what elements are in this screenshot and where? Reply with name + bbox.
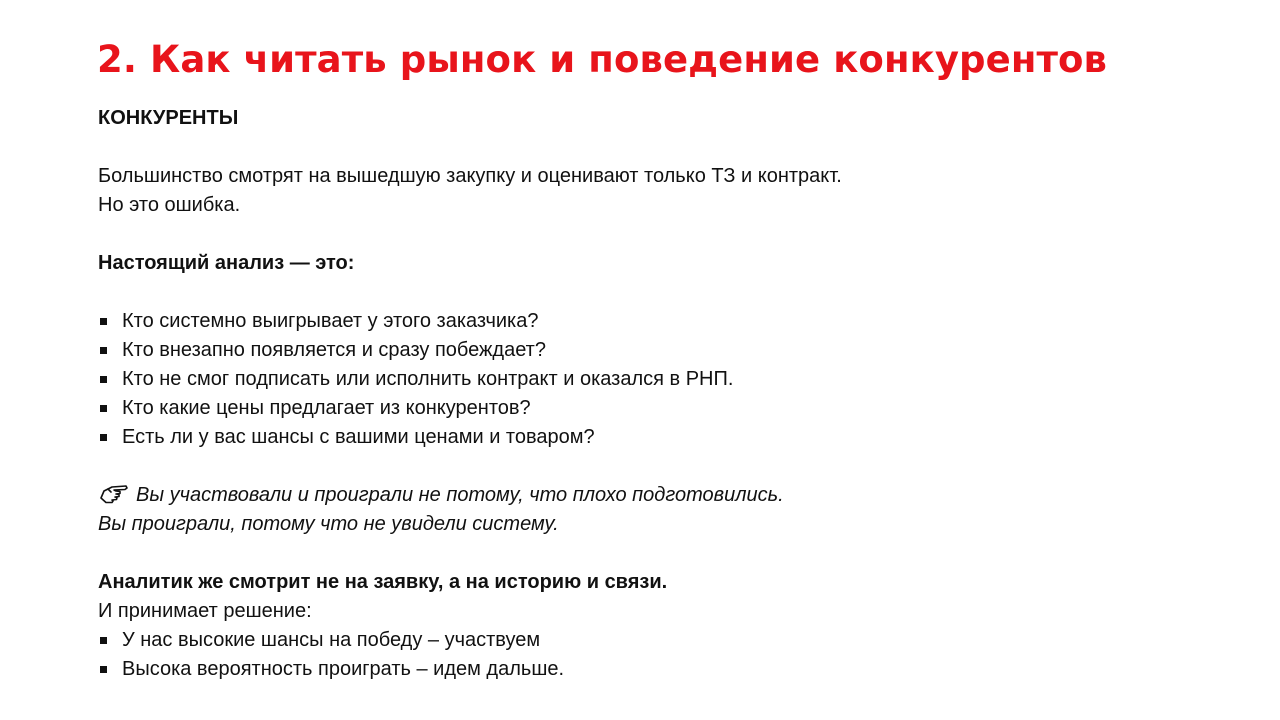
- section-heading: КОНКУРЕНТЫ: [98, 107, 239, 129]
- list-item: [98, 365, 1198, 394]
- list-item-text: Высока вероятность проиграть – идем дальше.: [122, 658, 565, 680]
- decision-intro: И принимает решение:: [98, 600, 312, 622]
- analysis-list: [98, 307, 1198, 452]
- bullet-square-icon: [100, 666, 107, 673]
- spacer: [98, 220, 1198, 249]
- bullet-square-icon: [100, 347, 107, 354]
- list-item: [98, 626, 1198, 655]
- list-item-text: У нас высокие шансы на победу – участвуем: [122, 629, 541, 651]
- intro-line-2: Но это ошибка.: [98, 194, 241, 216]
- bullet-square-icon: [100, 405, 107, 412]
- bullet-square-icon: [100, 376, 107, 383]
- list-item-text: Кто не смог подписать или исполнить контракт и оказался в РНП.: [122, 368, 734, 390]
- list-item: [98, 394, 1198, 423]
- list-item-text: Кто внезапно появляется и сразу побеждает?: [122, 339, 546, 361]
- spacer: [98, 278, 1198, 307]
- bullet-square-icon: [100, 637, 107, 644]
- list-item-text: Кто системно выигрывает у этого заказчика?: [122, 310, 539, 332]
- list-item: [98, 655, 1198, 684]
- analyst-heading: Аналитик же смотрит не на заявку, а на историю и связи.: [98, 571, 668, 593]
- list-item-text: Кто какие цены предлагает из конкурентов?: [122, 397, 531, 419]
- list-item: [98, 423, 1198, 452]
- bullet-square-icon: [100, 434, 107, 441]
- hand-pointing-right-icon: [98, 481, 130, 505]
- slide-title: 2. Как читать рынок и поведение конкурентов: [97, 38, 1108, 81]
- list-item-text: Есть ли у вас шансы с вашими ценами и товаром?: [122, 426, 595, 448]
- slide-body: [98, 104, 1198, 684]
- bullet-square-icon: [100, 318, 107, 325]
- note-line-1: [98, 481, 1198, 510]
- list-item: [98, 307, 1198, 336]
- analysis-heading: Настоящий анализ — это:: [98, 252, 355, 274]
- spacer: [98, 133, 1198, 162]
- spacer: [98, 539, 1198, 568]
- list-item: [98, 336, 1198, 365]
- decision-list: [98, 626, 1198, 684]
- spacer: [98, 452, 1198, 481]
- note-line-2: Вы проиграли, потому что не увидели систему.: [98, 513, 559, 535]
- note-text-1: Вы участвовали и проиграли не потому, что плохо подготовились.: [136, 484, 784, 506]
- intro-line-1: Большинство смотрят на вышедшую закупку и оценивают только ТЗ и контракт.: [98, 165, 842, 187]
